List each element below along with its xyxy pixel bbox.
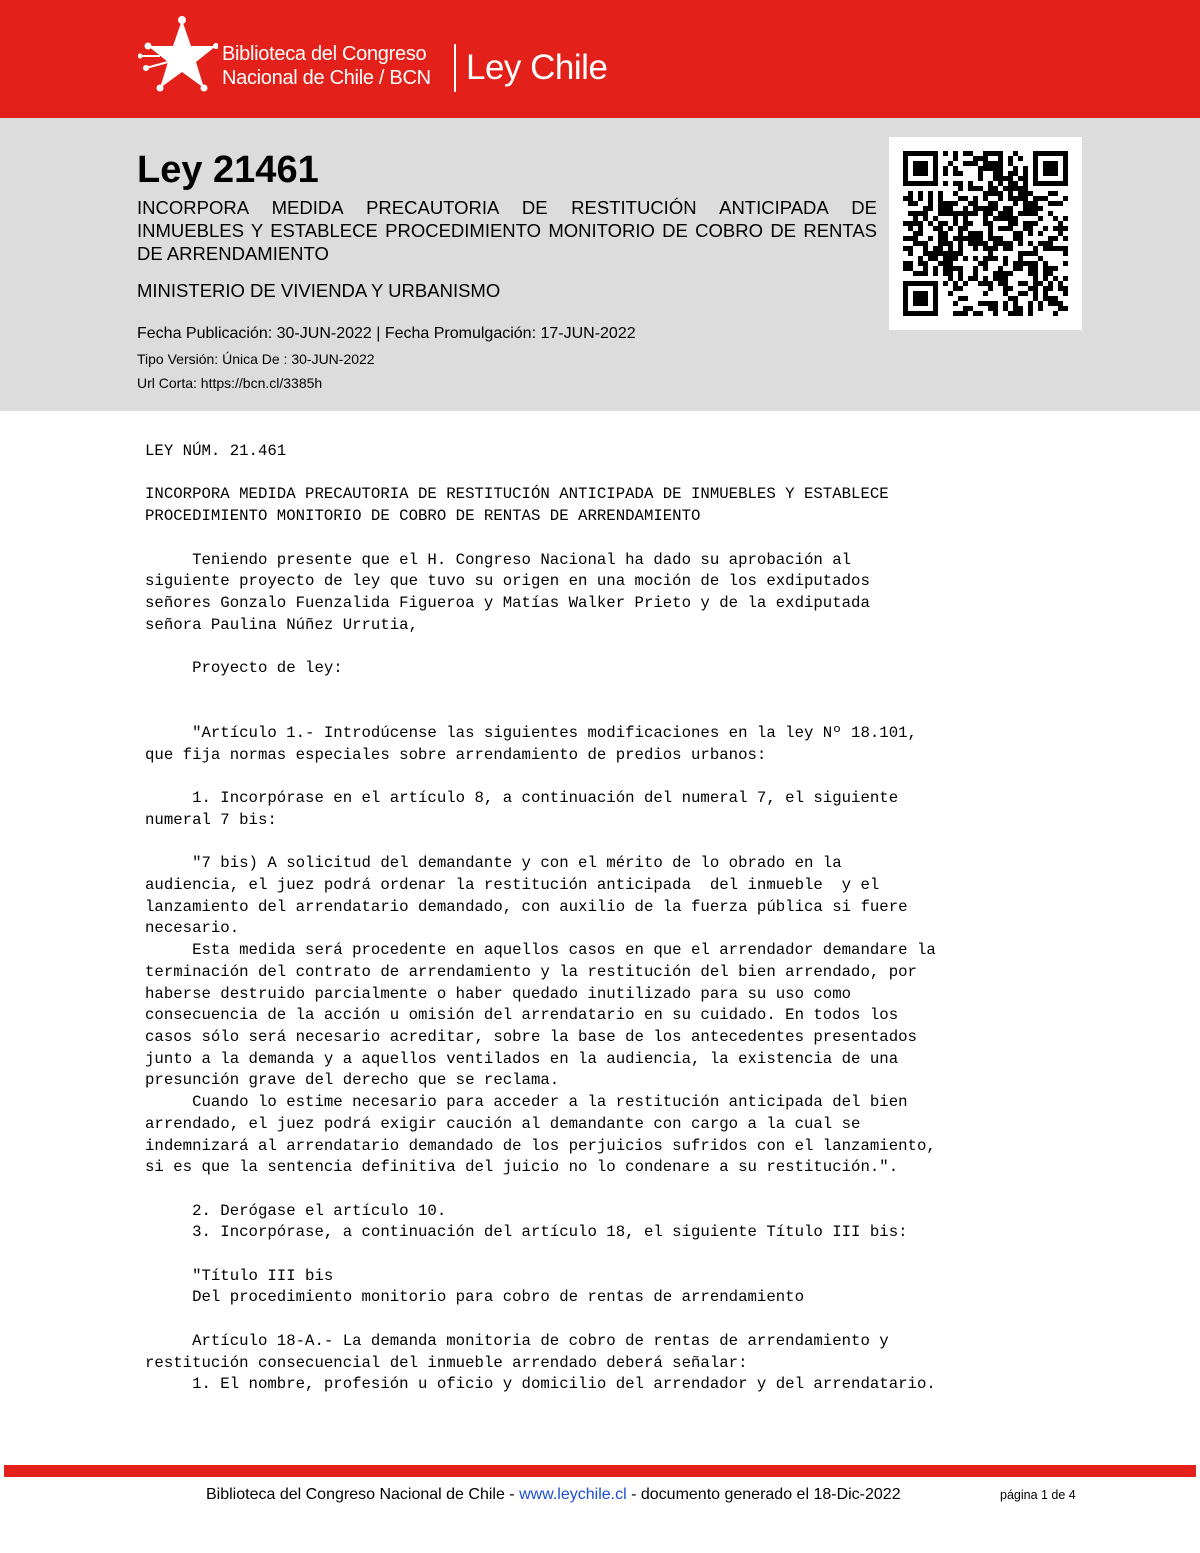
body-line: que fija normas especiales sobre arrendamiento de predios urbanos: — [145, 745, 767, 764]
footer-divider — [4, 1465, 1196, 1477]
short-url[interactable]: Url Corta: https://bcn.cl/3385h — [137, 375, 323, 391]
bcn-star-logo-icon — [138, 16, 218, 96]
org-line-1: Biblioteca del Congreso — [222, 43, 427, 65]
qr-code — [889, 137, 1082, 330]
leychile-link[interactable]: www.leychile.cl — [519, 1486, 627, 1503]
footer-credit — [206, 1484, 901, 1506]
body-line: restitución consecuencial del inmueble arrendado deberá señalar: — [145, 1353, 748, 1372]
body-line: 3. Incorpórase, a continuación del artículo 18, el siguiente Título III bis: — [145, 1223, 908, 1242]
body-line: presunción grave del derecho que se reclama. — [145, 1071, 560, 1090]
body-line: arrendado, el juez podrá exigir caución al demandante con cargo a la cual se — [145, 1114, 861, 1133]
body-line: "7 bis) A solicitud del demandante y con el mérito de lo obrado en la — [145, 854, 842, 873]
version-type: Tipo Versión: Única De : 30-JUN-2022 — [137, 351, 375, 367]
body-line: numeral 7 bis: — [145, 810, 277, 829]
body-line: indemnizará al arrendatario demandado de los perjuicios sufridos con el lanzamiento, — [145, 1136, 936, 1155]
body-line: 1. Incorpórase en el artículo 8, a continuación del numeral 7, el siguiente — [145, 789, 899, 808]
body-line: señores Gonzalo Fuenzalida Figueroa y Matías Walker Prieto y de la exdiputada — [145, 593, 870, 612]
body-line: 2. Derógase el artículo 10. — [145, 1201, 447, 1220]
body-line: si es que la sentencia definitiva del juicio no lo condenare a su restitución.". — [145, 1158, 899, 1177]
logo-divider — [454, 44, 456, 92]
body-line: casos sólo será necesario acreditar, sobre la base de los antecedentes presentados — [145, 1027, 917, 1046]
ley-chile-wordmark: Ley Chile — [466, 48, 608, 87]
body-line: 1. El nombre, profesión u oficio y domicilio del arrendador y del arrendatario. — [145, 1375, 936, 1394]
body-line: LEY NÚM. 21.461 — [145, 442, 287, 460]
body-line: Proyecto de ley: — [145, 659, 343, 678]
body-line: necesario. — [145, 919, 240, 938]
body-line: Artículo 18-A.- La demanda monitoria de cobro de rentas de arrendamiento y — [145, 1331, 889, 1350]
body-line: Teniendo presente que el H. Congreso Nacional ha dado su aprobación al — [145, 550, 852, 569]
body-line: señora Paulina Núñez Urrutia, — [145, 615, 419, 634]
body-line: audiencia, el juez podrá ordenar la restitución anticipada del inmueble y el — [145, 876, 880, 895]
body-line: Cuando lo estime necesario para acceder a la restitución anticipada del bien — [145, 1093, 908, 1112]
ministry-name: MINISTERIO DE VIVIENDA Y URBANISMO — [137, 280, 501, 301]
footer-text-after: - documento generado el 18-Dic-2022 — [626, 1486, 901, 1503]
org-line-2: Nacional de Chile / BCN — [222, 67, 431, 89]
footer-text-before: Biblioteca del Congreso Nacional de Chile - — [206, 1486, 520, 1503]
bcn-wordmark — [222, 42, 431, 90]
publication-dates: Fecha Publicación: 30-JUN-2022 | Fecha Promulgación: 17-JUN-2022 — [137, 325, 636, 342]
body-line: INCORPORA MEDIDA PRECAUTORIA DE RESTITUCIÓN ANTICIPADA DE INMUEBLES Y ESTABLECE — [145, 485, 889, 504]
body-line: consecuencia de la acción u omisión del arrendatario en su cuidado. En todos los — [145, 1006, 899, 1025]
law-body-text — [145, 441, 1145, 1396]
body-line: Esta medida será procedente en aquellos casos en que el arrendador demandare la — [145, 941, 936, 960]
page-number: página 1 de 4 — [1000, 1488, 1076, 1502]
body-line: "Título III bis — [145, 1266, 334, 1285]
body-line: terminación del contrato de arrendamiento y la restitución del bien arrendado, por — [145, 962, 917, 981]
qr-code-icon — [903, 151, 1068, 316]
brand-bar — [0, 0, 1200, 118]
body-line: lanzamiento del arrendatario demandado, con auxilio de la fuerza pública si fuere — [145, 897, 908, 916]
body-line: siguiente proyecto de ley que tuvo su origen en una moción de los exdiputados — [145, 572, 870, 591]
body-line: Del procedimiento monitorio para cobro de rentas de arrendamiento — [145, 1288, 804, 1307]
body-line: junto a la demanda y a aquellos ventilados en la audiencia, la existencia de una — [145, 1049, 899, 1068]
body-line: PROCEDIMIENTO MONITORIO DE COBRO DE RENTAS DE ARRENDAMIENTO — [145, 507, 701, 526]
law-subtitle: INCORPORA MEDIDA PRECAUTORIA DE RESTITUCIÓN ANTICIPADA DE INMUEBLES Y ESTABLECE PROCEDIMIENTO MONITORIO DE COBRO DE RENTAS DE ARRENDAMIENTO — [137, 197, 877, 264]
law-title: Ley 21461 — [137, 149, 319, 191]
body-line: "Artículo 1.- Introdúcense las siguientes modificaciones en la ley Nº 18.101, — [145, 724, 917, 743]
body-line: haberse destruido parcialmente o haber quedado inutilizado para su uso como — [145, 984, 852, 1003]
